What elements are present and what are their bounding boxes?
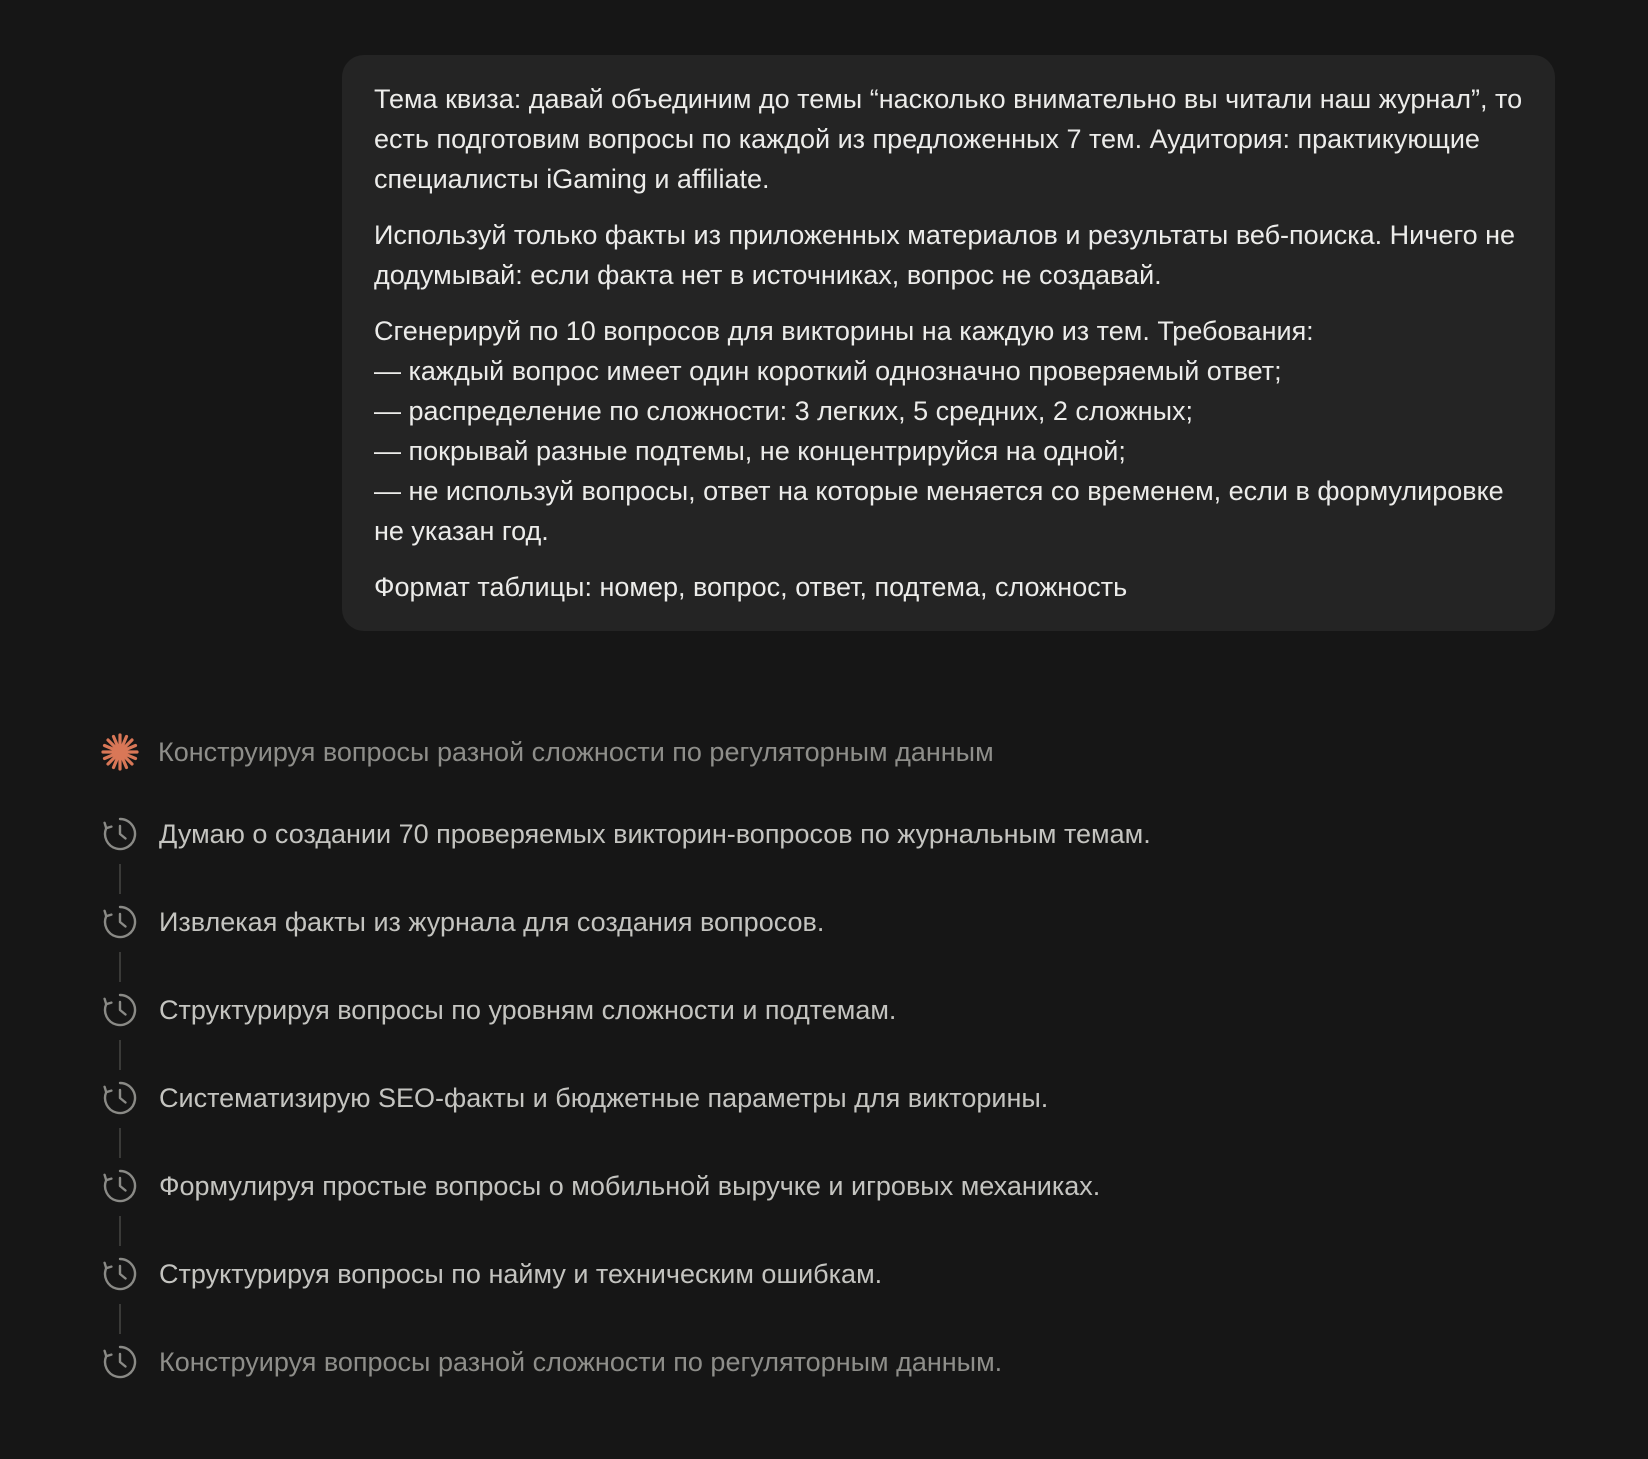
thinking-status-text: Конструируя вопросы разной сложности по регуляторным данным bbox=[158, 736, 994, 767]
timeline-connector bbox=[119, 1304, 121, 1334]
clock-icon bbox=[101, 815, 139, 853]
timeline-connector bbox=[119, 952, 121, 982]
user-message-paragraph: Сгенерируй по 10 вопросов для викторины на каждую из тем. Требования: — каждый вопрос имеет один короткий однозначно проверяемый ответ; — распределение по сложности: 3 легких, 5 средних, 2 сложных; — покрывай разные подтемы, не концентрируйся на одной; — не используй вопросы, ответ на которые меняется со временем, если в формулировке не указан год. bbox=[374, 316, 1504, 546]
user-message-paragraph: Используй только факты из приложенных материалов и результаты веб-поиска. Ничего не додумывай: если факта нет в источниках, вопрос не создавай. bbox=[374, 220, 1516, 290]
thinking-step-text: Систематизирую SEO-факты и бюджетные параметры для викторины. bbox=[159, 1082, 1049, 1113]
thinking-step[interactable] bbox=[100, 1340, 1550, 1428]
clock-icon bbox=[101, 1167, 139, 1205]
clock-icon bbox=[101, 1343, 139, 1381]
thinking-step-text: Думаю о создании 70 проверяемых викторин-вопросов по журнальным темам. bbox=[159, 818, 1151, 849]
thinking-step-text: Структурируя вопросы по найму и техническим ошибкам. bbox=[159, 1258, 883, 1289]
thinking-steps bbox=[100, 812, 1550, 1428]
timeline-connector bbox=[119, 1216, 121, 1246]
thinking-status[interactable] bbox=[100, 730, 1550, 774]
thinking-step-text: Формулируя простые вопросы о мобильной выручке и игровых механиках. bbox=[159, 1170, 1101, 1201]
user-message-paragraph: Формат таблицы: номер, вопрос, ответ, подтема, сложность bbox=[374, 572, 1128, 602]
timeline-connector bbox=[119, 1128, 121, 1158]
clock-icon bbox=[101, 1255, 139, 1293]
timeline-connector bbox=[119, 864, 121, 894]
thinking-step-text: Структурируя вопросы по уровням сложности и подтемам. bbox=[159, 994, 897, 1025]
thinking-step[interactable] bbox=[100, 988, 1550, 1076]
timeline-connector bbox=[119, 1040, 121, 1070]
thinking-step[interactable] bbox=[100, 900, 1550, 988]
user-message-paragraph: Тема квиза: давай объединим до темы “насколько внимательно вы читали наш журнал”, то есть подготовим вопросы по каждой из предложенных 7 тем. Аудитория: практикующие специалисты iGaming и affiliate. bbox=[374, 84, 1523, 194]
thinking-step-text: Конструируя вопросы разной сложности по регуляторным данным. bbox=[159, 1346, 1003, 1377]
clock-icon bbox=[101, 991, 139, 1029]
spark-icon bbox=[100, 732, 140, 772]
user-message-bubble bbox=[342, 55, 1555, 631]
clock-icon bbox=[101, 903, 139, 941]
thinking-step[interactable] bbox=[100, 1076, 1550, 1164]
clock-icon bbox=[101, 1079, 139, 1117]
thinking-step[interactable] bbox=[100, 812, 1550, 900]
thinking-step-text: Извлекая факты из журнала для создания вопросов. bbox=[159, 906, 825, 937]
thinking-step[interactable] bbox=[100, 1164, 1550, 1252]
thinking-step[interactable] bbox=[100, 1252, 1550, 1340]
